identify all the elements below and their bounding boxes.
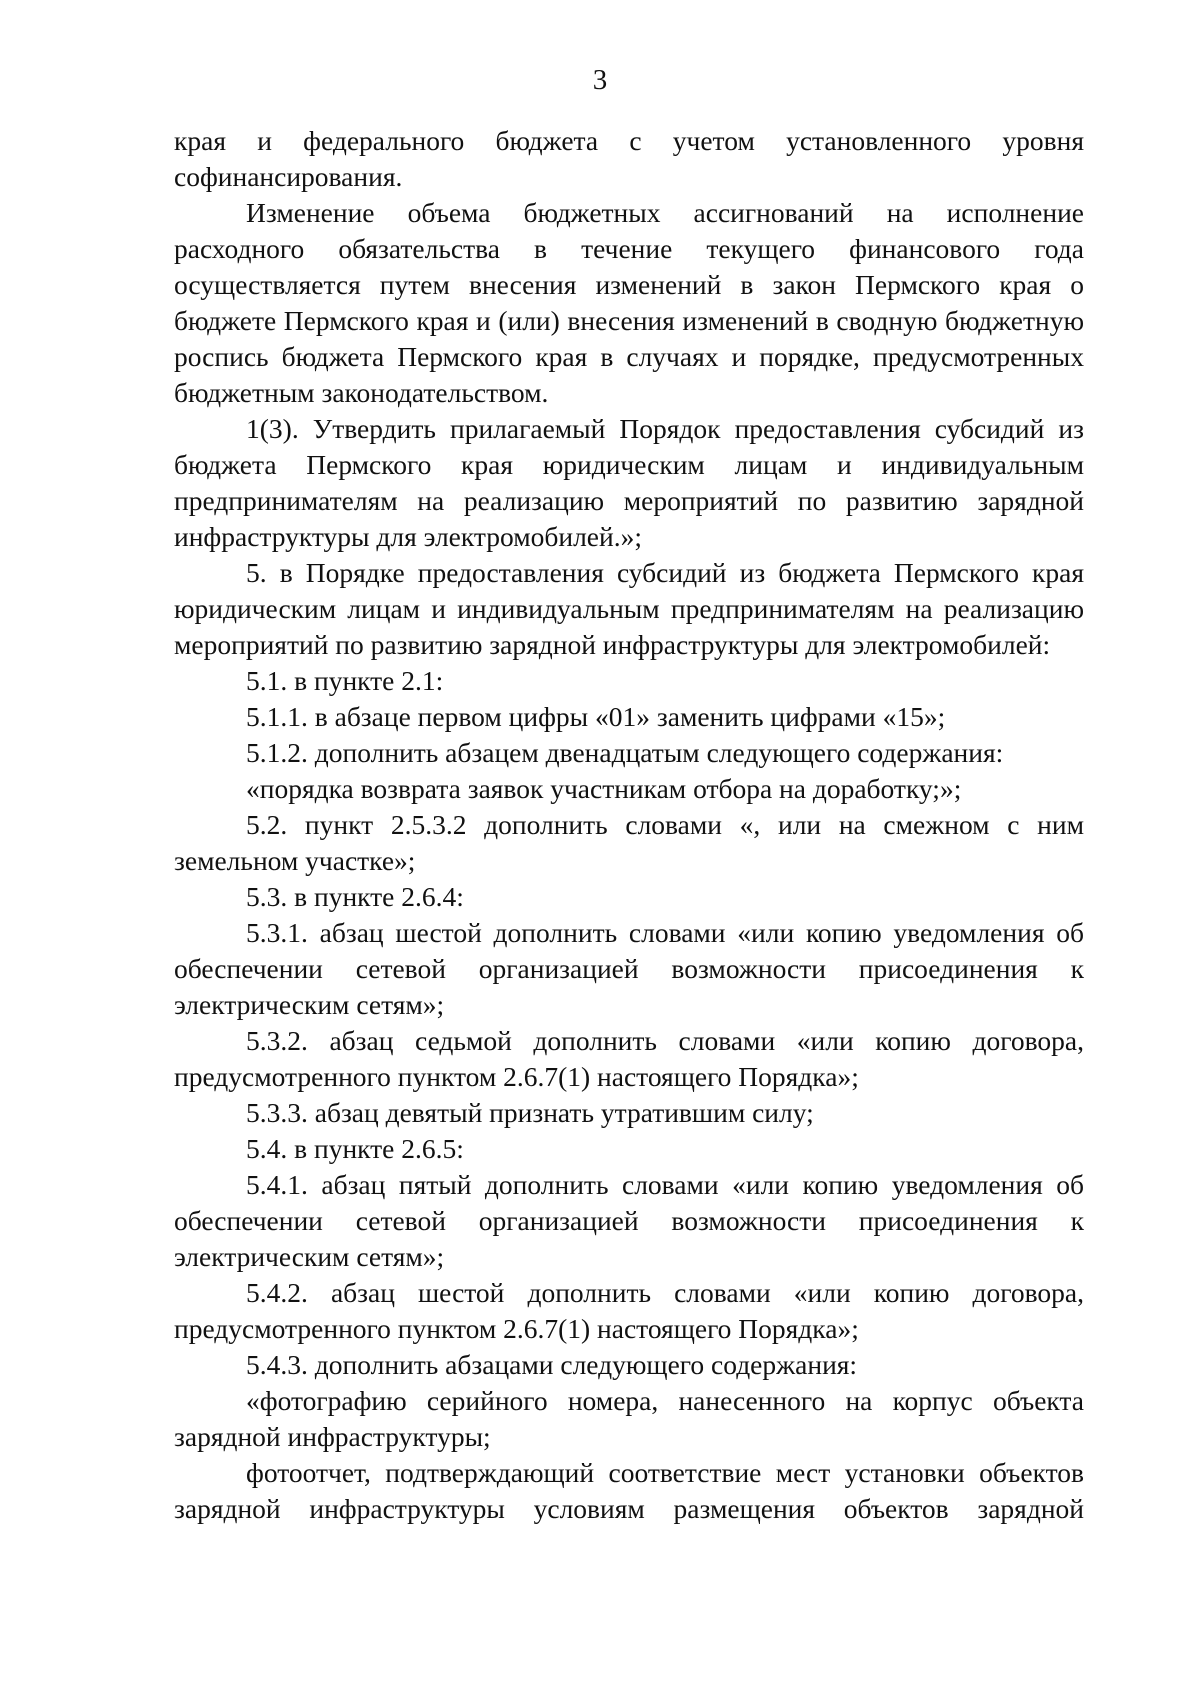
- paragraph-5: 5.1. в пункте 2.1:: [246, 665, 444, 696]
- paragraph-10: 5.3. в пункте 2.6.4:: [246, 881, 464, 912]
- paragraph-2: Изменение объема бюджетных ассигнований на исполнение расходного обязательства в течение текущего финансового года осуществляется путем внесения изменений в закон Пермского края о бюджете Пермского края и (или) внесения изменений в сводную бюджетную роспись бюджета Пермского края в случаях и порядке, предусмотренных бюджетным законодательством.: [174, 197, 1084, 408]
- paragraph-1: края и федерального бюджета с учетом установленного уровня софинансирования.: [174, 125, 1084, 192]
- paragraph-11: 5.3.1. абзац шестой дополнить словами «или копию уведомления об обеспечении сетевой организацией возможности присоединения к электрическим сетям»;: [174, 917, 1084, 1020]
- paragraph-18: «фотографию серийного номера, нанесенного на корпус объекта зарядной инфраструктуры;: [174, 1385, 1084, 1452]
- paragraph-19: фотоотчет, подтверждающий соответствие мест установки объектов зарядной инфраструктуры условиям размещения объектов зарядной: [174, 1457, 1084, 1524]
- paragraph-16: 5.4.2. абзац шестой дополнить словами «или копию договора, предусмотренного пунктом 2.6.7(1) настоящего Порядка»;: [174, 1277, 1084, 1344]
- paragraph-17: 5.4.3. дополнить абзацами следующего содержания:: [246, 1349, 858, 1380]
- paragraph-14: 5.4. в пункте 2.6.5:: [246, 1133, 464, 1164]
- paragraph-4: 5. в Порядке предоставления субсидий из бюджета Пермского края юридическим лицам и индивидуальным предпринимателям на реализацию мероприятий по развитию зарядной инфраструктуры для электромобилей:: [174, 557, 1084, 660]
- paragraph-9: 5.2. пункт 2.5.3.2 дополнить словами «, или на смежном с ним земельном участке»;: [174, 809, 1084, 876]
- page-number: 3: [592, 64, 608, 96]
- paragraph-6: 5.1.1. в абзаце первом цифры «01» заменить цифрами «15»;: [246, 701, 946, 732]
- paragraph-8: «порядка возврата заявок участникам отбора на доработку;»;: [246, 773, 962, 804]
- paragraph-13: 5.3.3. абзац девятый признать утратившим силу;: [246, 1097, 814, 1128]
- paragraph-12: 5.3.2. абзац седьмой дополнить словами «или копию договора, предусмотренного пунктом 2.6.7(1) настоящего Порядка»;: [174, 1025, 1084, 1092]
- document-body: [174, 123, 1084, 1527]
- paragraph-7: 5.1.2. дополнить абзацем двенадцатым следующего содержания:: [246, 737, 1004, 768]
- paragraph-3: 1(3). Утвердить прилагаемый Порядок предоставления субсидий из бюджета Пермского края юридическим лицам и индивидуальным предпринимателям на реализацию мероприятий по развитию зарядной инфраструктуры для электромобилей.»;: [174, 413, 1084, 552]
- paragraph-15: 5.4.1. абзац пятый дополнить словами «или копию уведомления об обеспечении сетевой организацией возможности присоединения к электрическим сетям»;: [174, 1169, 1084, 1272]
